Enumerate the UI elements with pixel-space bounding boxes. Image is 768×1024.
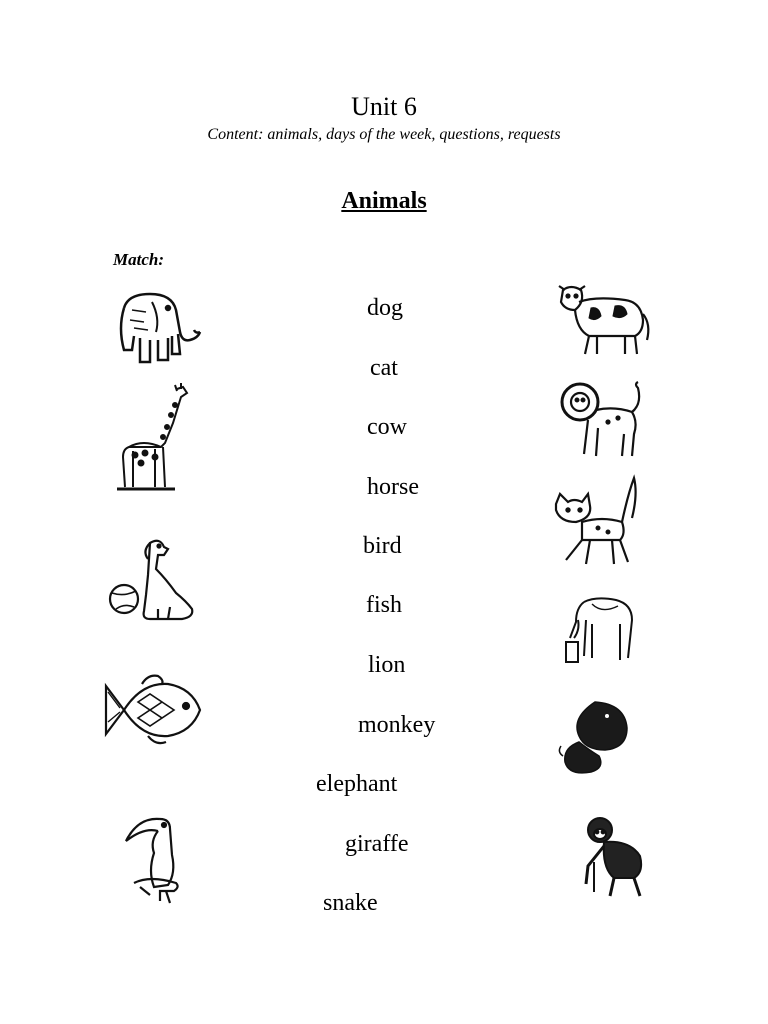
word-cat: cat [370, 355, 398, 381]
dog-icon [106, 535, 198, 625]
word-lion: lion [368, 652, 406, 678]
page-title: Unit 6 [351, 92, 417, 121]
horse-icon [562, 594, 636, 668]
word-horse: horse [367, 474, 419, 500]
cat-icon [552, 474, 642, 570]
word-cow: cow [367, 414, 407, 440]
word-fish: fish [366, 592, 402, 618]
word-snake: snake [323, 890, 378, 916]
word-giraffe: giraffe [345, 831, 409, 857]
giraffe-icon [115, 383, 195, 495]
word-bird: bird [363, 533, 402, 559]
word-dog: dog [367, 295, 403, 321]
fish-icon [102, 672, 204, 748]
snake-icon [555, 696, 635, 778]
instruction-label: Match: [113, 250, 164, 269]
page-subtitle: Content: animals, days of the week, questions, requests [207, 126, 561, 143]
elephant-icon [110, 288, 206, 368]
section-heading: Animals [341, 188, 427, 214]
word-monkey: monkey [358, 712, 436, 738]
bird-icon [120, 815, 188, 909]
lion-icon [558, 378, 648, 462]
cow-icon [555, 280, 655, 358]
word-elephant: elephant [316, 771, 398, 797]
monkey-icon [574, 812, 650, 902]
